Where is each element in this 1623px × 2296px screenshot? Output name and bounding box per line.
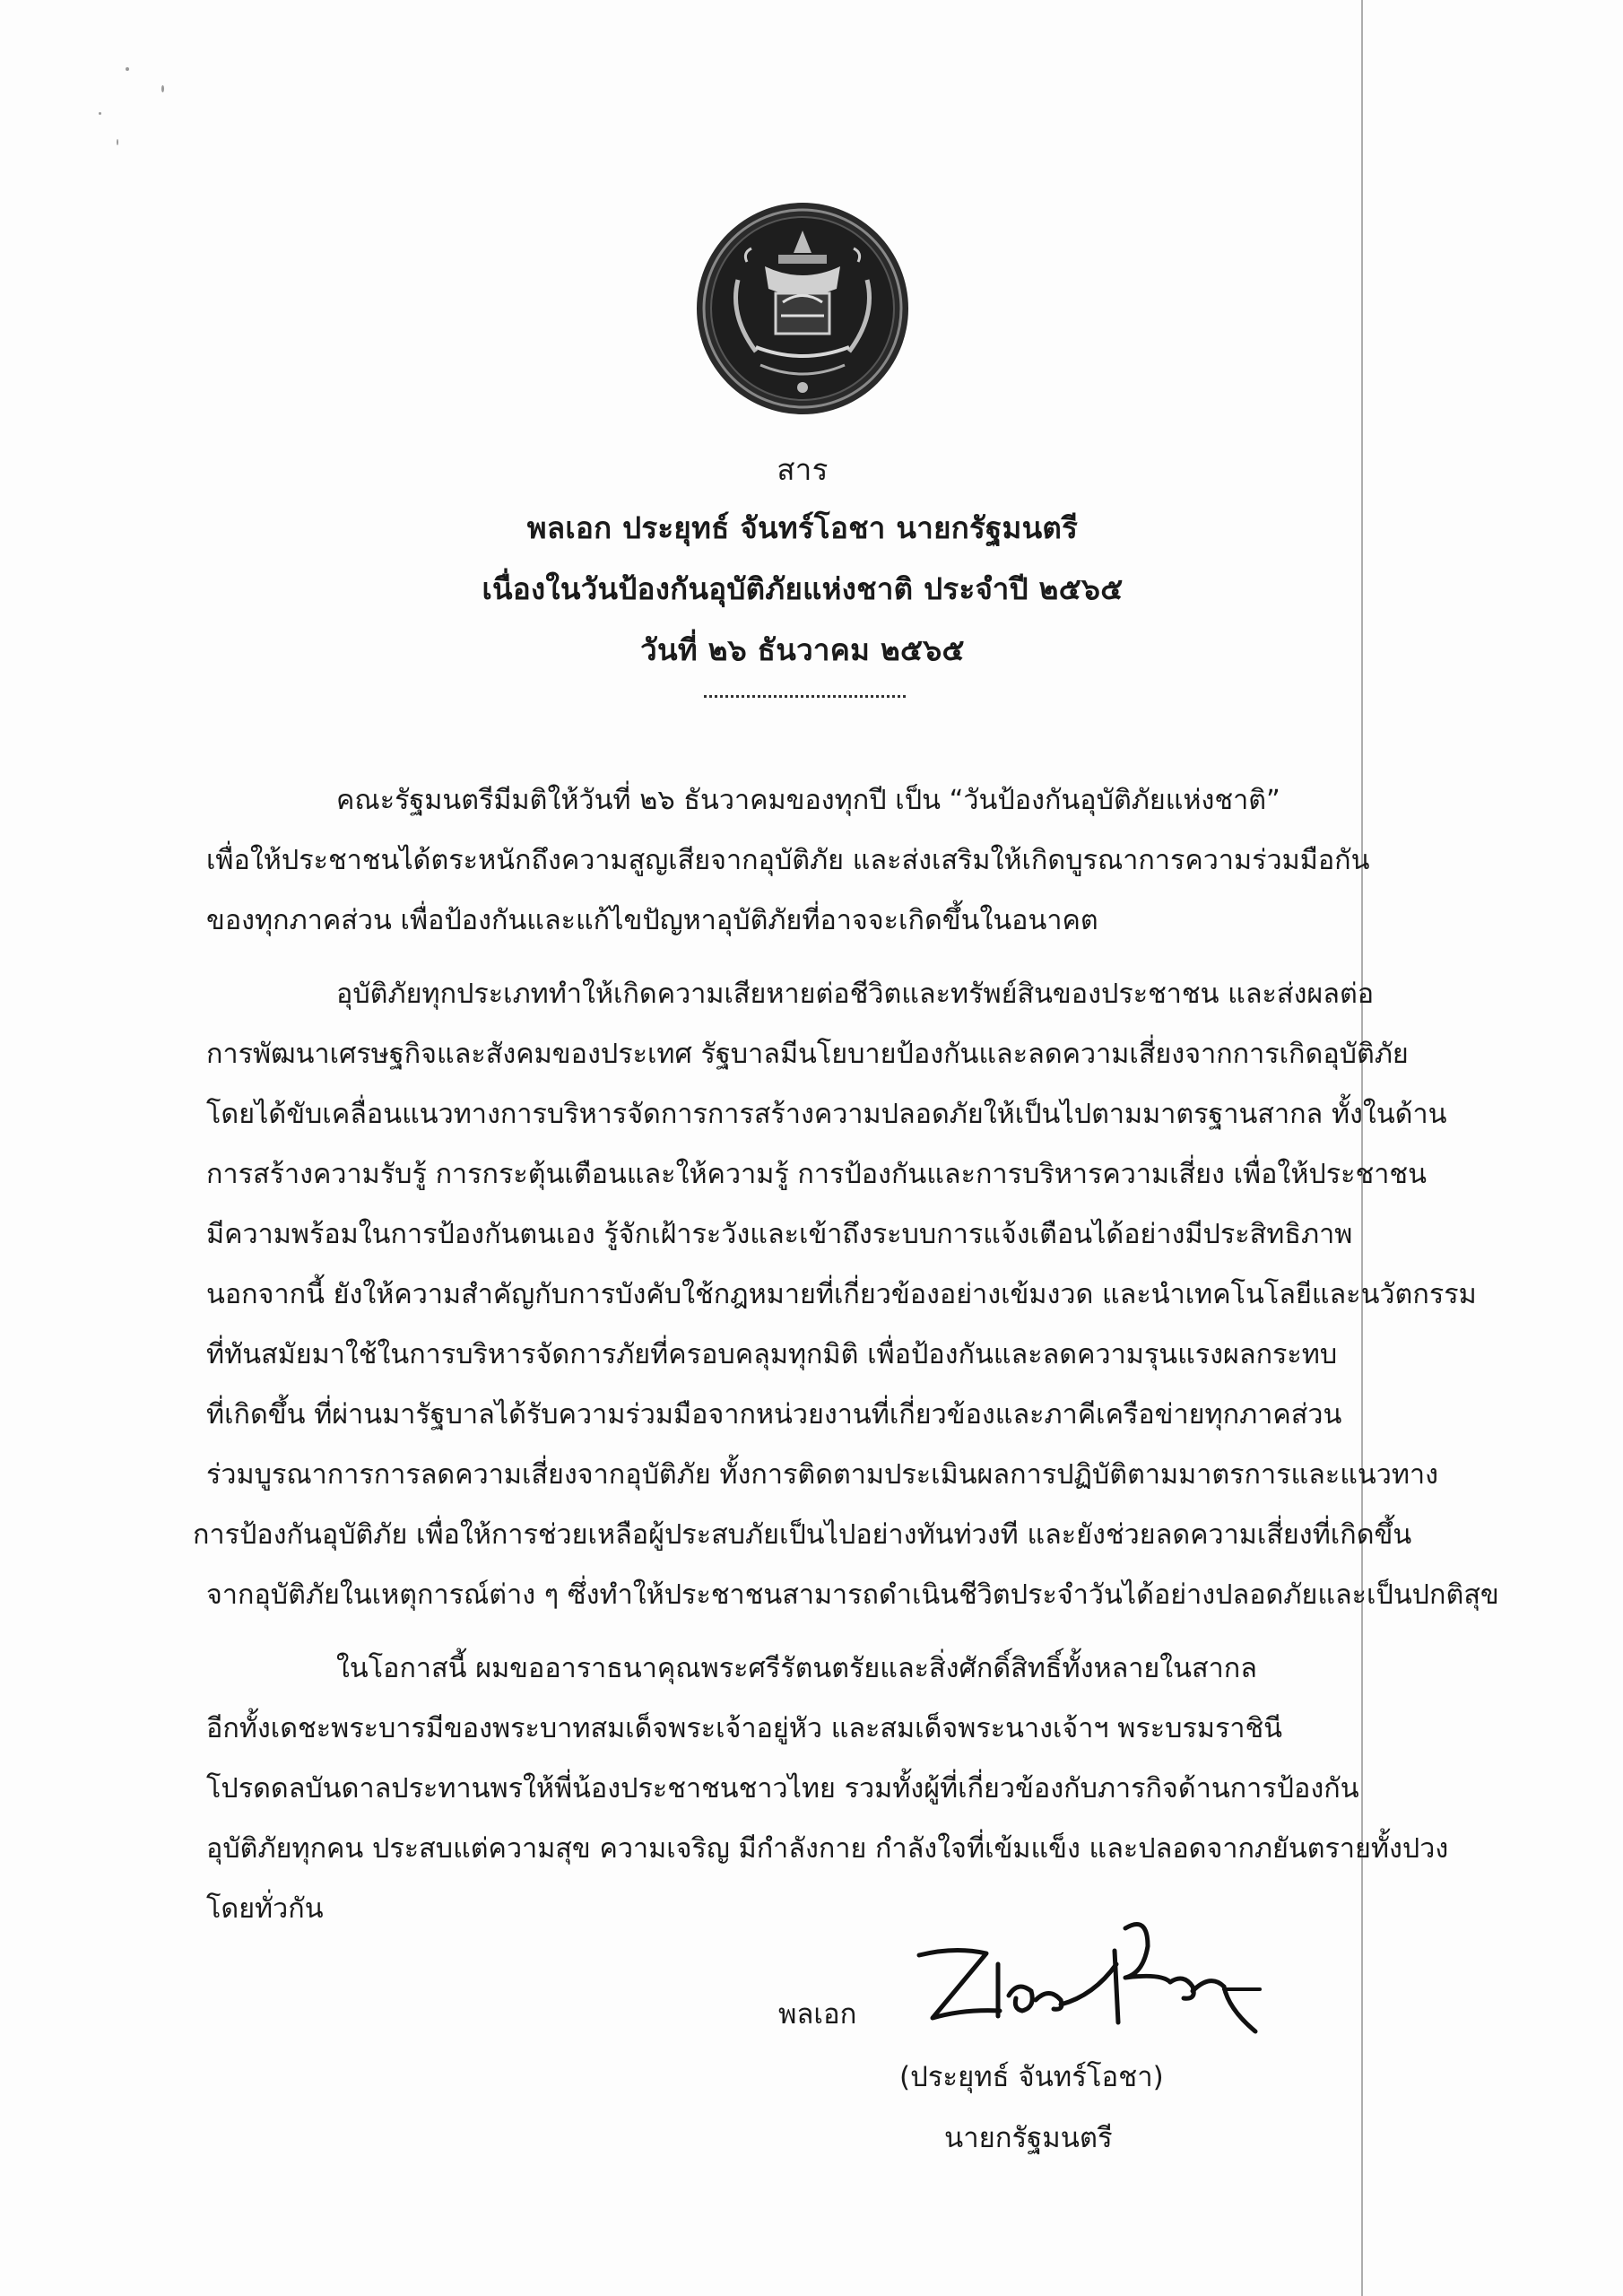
paragraph-line: การสร้างความรับรู้ การกระตุ้นเตือนและให้ความรู้ การป้องกันและการบริหารความเสี่ยง เพื่อให้ประชาชน <box>206 1159 1427 1190</box>
paragraph-line: โปรดดลบันดาลประทานพรให้พี่น้องประชาชนชาวไทย รวมทั้งผู้ที่เกี่ยวข้องกับภารกิจด้านการป้องกัน <box>206 1773 1359 1805</box>
document-subtitle: พลเอก ประยุทธ์ จันทร์โอชา นายกรัฐมนตรี <box>526 510 1079 545</box>
dotted-divider <box>704 695 906 698</box>
paragraph-line: การป้องกันอุบัติภัย เพื่อให้การช่วยเหลือผู้ประสบภัยเป็นไปอย่างทันท่วงที และยังช่วยลดความเสี่ยงที่เกิดขึ้น <box>193 1519 1412 1551</box>
document-title: สาร <box>777 452 829 487</box>
scan-speck <box>126 67 129 71</box>
scan-speck <box>117 139 118 145</box>
signature-rank: พลเอก <box>778 1998 857 2031</box>
paragraph-line: ที่เกิดขึ้น ที่ผ่านมารัฐบาลได้รับความร่วมมือจากหน่วยงานที่เกี่ยวข้องและภาคีเครือข่ายทุกภาคส่วน <box>206 1399 1342 1431</box>
scan-speck <box>161 85 164 92</box>
paragraph-line: อุบัติภัยทุกคน ประสบแต่ความสุข ความเจริญ มีกำลังกาย กำลังใจที่เข้มแข็ง และปลอดจากภยันตรายทั้งปวง <box>206 1833 1449 1865</box>
scan-edge-line <box>1361 0 1363 2296</box>
paragraph-line: นอกจากนี้ ยังให้ความสำคัญกับการบังคับใช้กฎหมายที่เกี่ยวข้องอย่างเข้มงวด และนำเทคโนโลยีและนวัตกรรม <box>206 1279 1477 1310</box>
paragraph-line: เพื่อให้ประชาชนได้ตระหนักถึงความสูญเสียจากอุบัติภัย และส่งเสริมให้เกิดบูรณาการความร่วมมือกัน <box>206 845 1370 876</box>
paragraph-line: ของทุกภาคส่วน เพื่อป้องกันและแก้ไขปัญหาอุบัติภัยที่อาจจะเกิดขึ้นในอนาคต <box>206 905 1098 936</box>
signature-name: (ประยุทธ์ จันทร์โอชา) <box>899 2061 1164 2093</box>
paragraph-line: ที่ทันสมัยมาใช้ในการบริหารจัดการภัยที่ครอบคลุมทุกมิติ เพื่อป้องกันและลดความรุนแรงผลกระทบ <box>206 1339 1338 1370</box>
paragraph-line: การพัฒนาเศรษฐกิจและสังคมของประเทศ รัฐบาลมีนโยบายป้องกันและลดความเสี่ยงจากการเกิดอุบัติภัย <box>206 1039 1409 1070</box>
handwritten-signature-icon <box>901 1910 1287 2045</box>
paragraph-line: ในโอกาสนี้ ผมขออาราธนาคุณพระศรีรัตนตรัยและสิ่งศักดิ์สิทธิ์ทั้งหลายในสากล <box>336 1653 1257 1684</box>
paragraph-line: ร่วมบูรณาการการลดความเสี่ยงจากอุบัติภัย ทั้งการติดตามประเมินผลการปฏิบัติตามมาตรการและแนวทาง <box>206 1459 1439 1491</box>
paragraph-line: มีความพร้อมในการป้องกันตนเอง รู้จักเฝ้าระวังและเข้าถึงระบบการแจ้งเตือนได้อย่างมีประสิทธิภาพ <box>206 1219 1353 1250</box>
paragraph-line: อีกทั้งเดชะพระบารมีของพระบาทสมเด็จพระเจ้าอยู่หัว และสมเด็จพระนางเจ้าฯ พระบรมราชินี <box>206 1713 1282 1744</box>
paragraph-line: อุบัติภัยทุกประเภททำให้เกิดความเสียหายต่อชีวิตและทรัพย์สินของประชาชน และส่งผลต่อ <box>336 978 1375 1010</box>
government-seal-icon <box>693 199 912 418</box>
scan-speck <box>99 112 101 115</box>
paragraph-line: โดยได้ขับเคลื่อนแนวทางการบริหารจัดการการสร้างความปลอดภัยให้เป็นไปตามมาตรฐานสากล ทั้งในด้าน <box>206 1099 1447 1130</box>
paragraph-line: โดยทั่วกัน <box>206 1893 324 1925</box>
paragraph-line: จากอุบัติภัยในเหตุการณ์ต่าง ๆ ซึ่งทำให้ประชาชนสามารถดำเนินชีวิตประจำวันได้อย่างปลอดภัยและเป็นปกติสุข <box>206 1579 1499 1611</box>
signature-position: นายกรัฐมนตรี <box>944 2122 1113 2154</box>
document-date: วันที่ ๒๖ ธันวาคม ๒๕๖๕ <box>640 632 965 667</box>
document-occasion: เนื่องในวันป้องกันอุบัติภัยแห่งชาติ ประจำปี ๒๕๖๕ <box>482 571 1124 606</box>
paragraph-line: คณะรัฐมนตรีมีมติให้วันที่ ๒๖ ธันวาคมของทุกปี เป็น “วันป้องกันอุบัติภัยแห่งชาติ” <box>336 785 1280 816</box>
